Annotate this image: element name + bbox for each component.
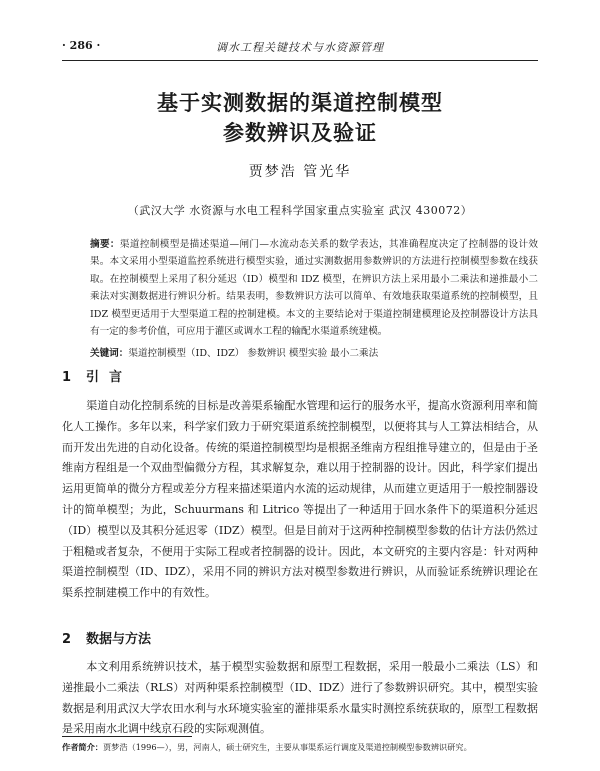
footnote-label: 作者简介： — [62, 742, 103, 752]
paper-title — [62, 88, 538, 148]
keywords-text: 渠道控制模型（ID、IDZ） 参数辨识 模型实验 最小二乘法 — [128, 348, 379, 359]
section-number: 1 — [62, 370, 72, 385]
author-affiliation: （武汉大学 水资源与水电工程科学国家重点实验室 武汉 430072） — [127, 204, 473, 217]
introduction-paragraph: 渠道自动化控制系统的目标是改善渠系输配水管理和运行的服务水平，提高水资源利用率和简化人工操作。多年以来，科学家们致力于研究渠道系统控制模型，以便将其与人工算法相结合，从而开发出先进的自动化设备。传统的渠道控制模型均是根据圣维南方程组推导建立的，但是由于圣维南方程组是一个双曲型偏微分方程，其求解复杂，难以用于控制器的设计。因此，科学家们提出运用更简单的微分方程或差分方程来描述渠道内水流的运动规律，从而建立更适用于一般控制器设计的简单模型；为此，Schuurmans 和 Litrico 等提出了一种适用于回水条件下的渠道积分延迟（ID）模型以及其积分延迟零（IDZ）模型。但是目前对于这两种控制模型参数的估计方法仍然过于粗糙或者复杂，不便用于实际工程或者控制器的设计。因此，本文研究的主要内容是：针对两种渠道控制模型（ID、IDZ），采用不同的辨识方法对模型参数进行辨识，从而验证系统辨识理论在渠系控制建模工作中的有效性。 — [62, 399, 538, 600]
footnote-divider — [62, 736, 192, 737]
paper-authors: 贾梦浩 管光华 — [248, 164, 352, 180]
paper-title-line2: 参数辨识及验证 — [223, 121, 377, 145]
author-footnote — [62, 741, 538, 753]
footnote-text: 贾梦浩（1996—），男，河南人，硕士研究生，主要从事渠系运行调度及渠道控制模型参数辨识研究。 — [102, 742, 472, 752]
abstract-label: 摘要： — [90, 239, 120, 250]
page-number: · 286 · — [62, 39, 101, 52]
abstract-text: 渠道控制模型是描述渠道—闸门—水流动态关系的数学表达，其准确程度决定了控制器的设计效果。本文采用小型渠道监控系统进行模型实验，通过实测数据用参数辨识的方法进行控制模型参数在线获取。在控制模型上采用了积分延迟（ID）模型和 IDZ 模型，在辨识方法上采用最小二乘法和递推最小二乘法对实测数据进行辨识分析。结果表明，参数辨识方法可以简单、有效地获取渠道系统的控制模型，且 IDZ 模型更适用于大型渠道工程的控制建模。本文的主要结论对于渠道控制建模理论及控制器设计方法具有一定的参考价值，可应用于灌区或调水工程的输配水渠道系统建模。 — [90, 239, 539, 338]
section-title: 数据与方法 — [86, 632, 152, 647]
data-methods-paragraph: 本文利用系统辨识技术，基于模型实验数据和原型工程数据，采用一般最小二乘法（LS）和递推最小二乘法（RLS）对两种渠系控制模型（ID、IDZ）进行了参数辨识研究。其中，模型实验数据是利用武汉大学农田水利与水环境实验室的灌排渠系水量实时测控系统获取的，原型工程数据是采用南水北调中线京石段的实际观测值。 — [62, 660, 538, 736]
section-heading-data-methods — [62, 628, 151, 647]
keywords — [90, 345, 538, 362]
keywords-label: 关键词： — [90, 348, 129, 359]
paper-title-line1: 基于实测数据的渠道控制模型 — [157, 91, 443, 115]
abstract — [90, 236, 538, 340]
section-number: 2 — [62, 632, 72, 647]
journal-title: 调水工程关键技术与水资源管理 — [216, 41, 384, 54]
running-head — [62, 38, 538, 61]
section-heading-introduction — [62, 366, 132, 385]
section-title: 引言 — [86, 370, 133, 385]
